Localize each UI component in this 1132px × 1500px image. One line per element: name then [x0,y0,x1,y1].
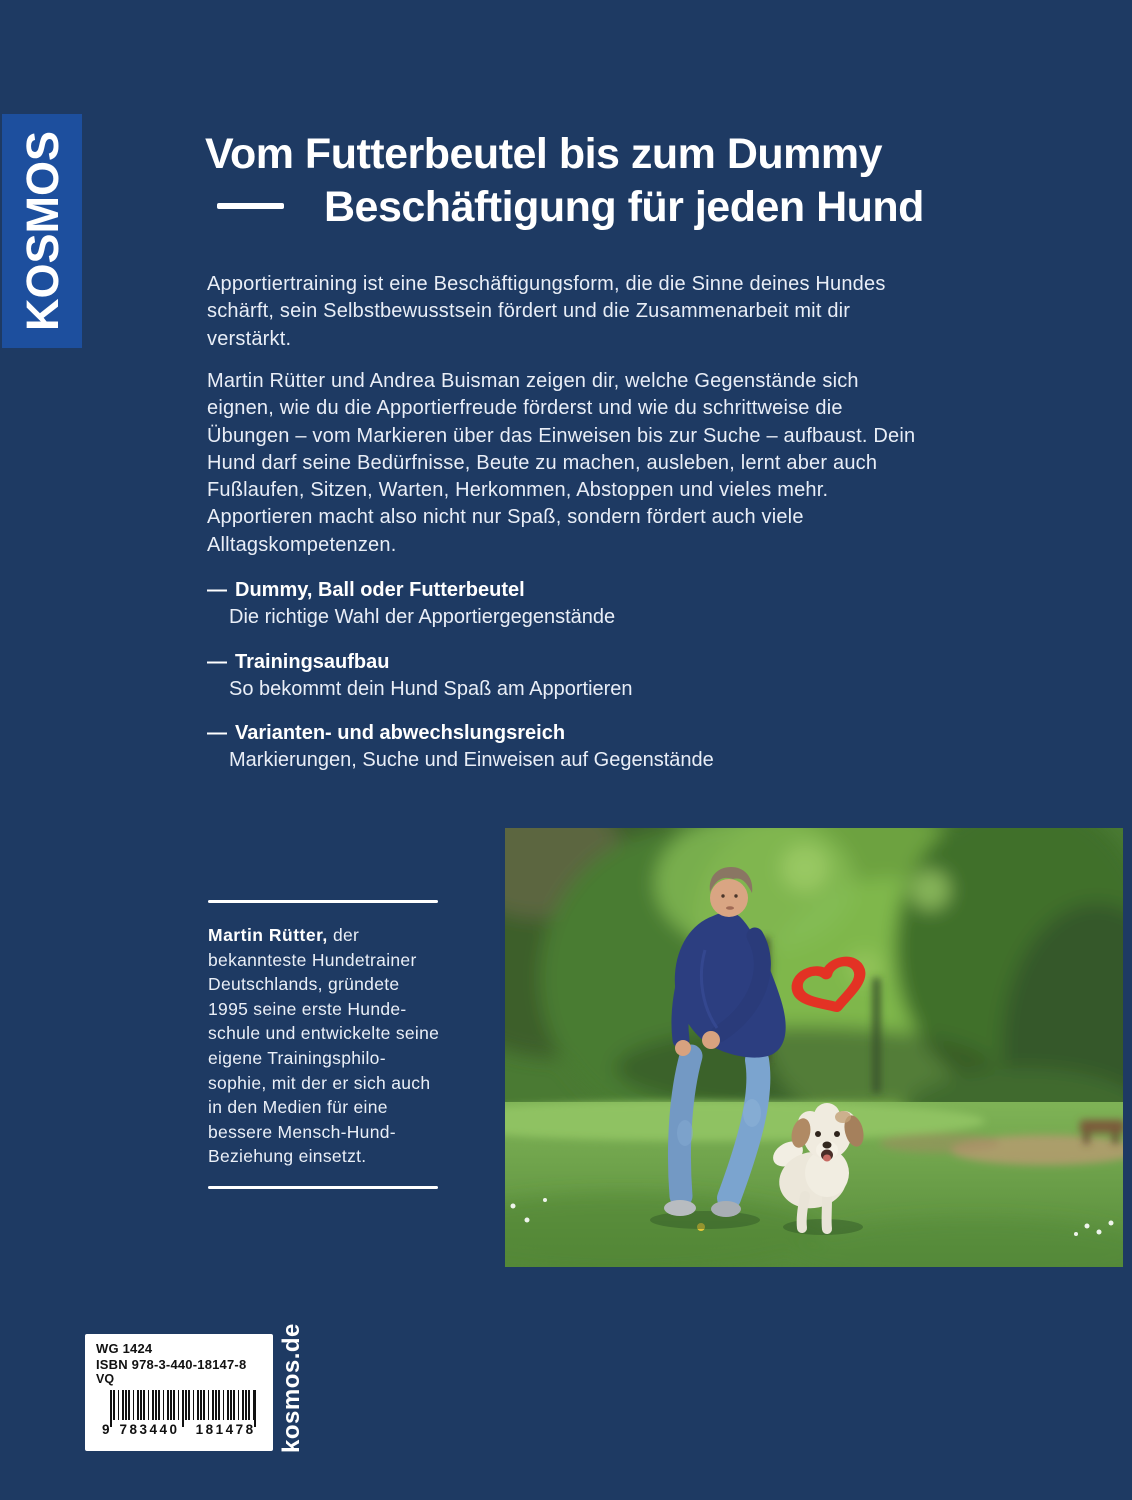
hand [702,1031,720,1049]
bullet-desc: So bekommt dein Hund Spaß am Apportieren [229,677,633,700]
author-bio-line: Beziehung einsetzt. [208,1146,367,1167]
headline-dash [217,203,284,209]
body-paragraph: Martin Rütter und Andrea Buisman zeigen dir, welche Gegenstände sich eignen, wie du die Apportierfreude förderst und wie du schrittweise die Übungen – vom Markieren über das Einweisen bis zur Suche – aufbaust. Dein Hund darf seine Bedürfnisse, Beute zu machen, ausleben, lernt aber auch Fußlaufen, Sitzen, Warten, Herkommen, Abstoppen und vieles mehr. Apportieren macht also nicht nur Spaß, sondern fördert auch viele Alltagskompetenzen. [207,370,916,556]
hand [675,1040,691,1056]
kosmos-logo [2,114,82,348]
author-bio-line: eigene Trainingsphilo- [208,1047,386,1068]
vq-code: VQ [96,1372,115,1386]
headline-line1: Vom Futterbeutel bis zum Dummy [205,130,883,178]
dog-tongue [823,1155,831,1162]
author-bio-line: Deutschlands, gründete [208,974,400,995]
bullet-title: — Varianten- und abwechslungsreich [207,722,566,745]
author-bio-line: schule und entwickelte seine [208,1023,440,1044]
bullet-dash: — [207,650,227,673]
author-bio-line: 1995 seine erste Hunde- [208,998,407,1019]
wg-number: WG 1424 [96,1341,153,1356]
author-bio-line: Martin Rütter, der [208,925,360,945]
sneaker [664,1200,696,1216]
bullet-list [207,577,927,792]
bullet-title: — Dummy, Ball oder Futterbeutel [207,579,525,601]
isbn-number: ISBN 978-3-440-18147-8 [96,1356,247,1372]
bullet-title: — Trainingsaufbau [207,650,390,673]
kosmos-logo-text: KOSMOS [17,130,68,332]
barcode-digits: 9 783440 181478 [102,1422,256,1437]
bullet-item [207,720,927,775]
author-bio-line: sophie, mit der er sich auch [208,1072,431,1093]
bullet-dash: — [207,579,227,601]
author-bio-line: bessere Mensch-Hund- [208,1121,396,1142]
dog-nose [823,1142,832,1149]
bullet-desc: Markierungen, Suche und Einweisen auf Gegenstände [229,749,714,772]
photo-scene [505,828,1123,1267]
bio-rule-top [208,900,438,903]
bullet-dash: — [207,722,227,745]
head [710,879,748,917]
author-bio-line: in den Medien für eine [208,1097,388,1118]
kosmos-website [277,1323,307,1453]
headline [205,128,924,234]
author-bio-line: bekannteste Hundetrainer [208,949,417,970]
sneaker [711,1201,741,1217]
bullet-item [207,577,927,632]
photo-man-and-dog [505,828,1123,1267]
bullet-item [207,649,927,704]
bio-rule-bottom [208,1186,438,1189]
barcode-graphic [102,1390,262,1440]
bullet-desc: Die richtige Wahl der Apportiergegenstände [229,606,616,629]
headline-line2: Beschäftigung für jeden Hund [217,181,924,234]
author-name: Martin Rütter, [208,925,328,945]
kosmos-website-text: kosmos.de [278,1323,305,1453]
intro-paragraph: Apportiertraining ist eine Beschäftigungsform, die die Sinne deines Hundes schärft, sein Selbstbewusstsein fördert und die Zusammenarbeit mit dir verstärkt. [207,273,886,350]
barcode-label [85,1334,273,1451]
author-bio [208,923,454,1169]
